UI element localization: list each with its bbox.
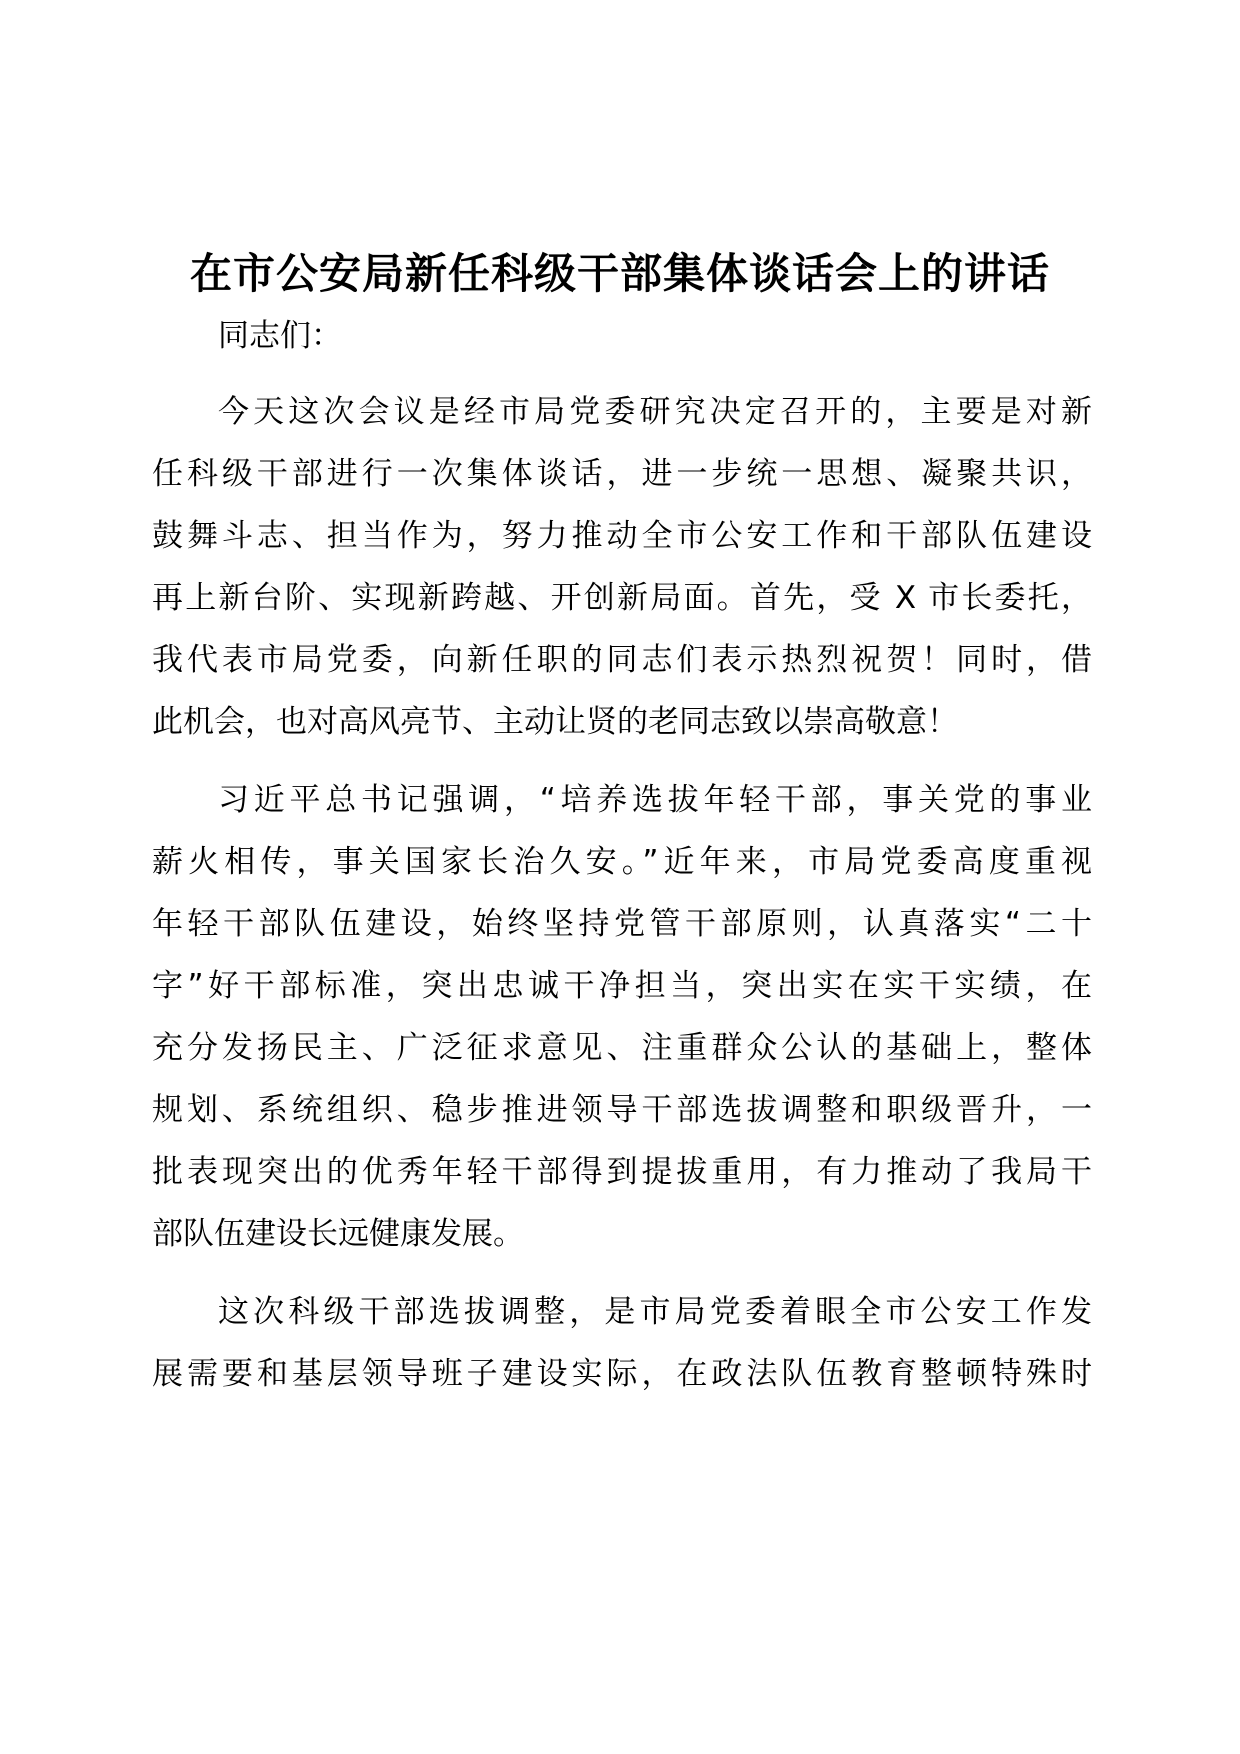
text-line: 薪火相传，事关国家长治久安。”近年来，市局党委高度重视 <box>152 844 1092 880</box>
text-line: 任科级干部进行一次集体谈话，进一步统一思想、凝聚共识， <box>152 456 1092 492</box>
text-line: 此机会，也对高风亮节、主动让贤的老同志致以崇高敬意！ <box>152 704 958 740</box>
text-line: 展需要和基层领导班子建设实际，在政法队伍教育整顿特殊时 <box>152 1356 1092 1392</box>
text-line: 规划、系统组织、稳步推进领导干部选拔调整和职级晋升，一 <box>152 1092 1092 1128</box>
text-line: 今天这次会议是经市局党委研究决定召开的，主要是对新 <box>218 394 1092 430</box>
text-line: 习近平总书记强调，“培养选拔年轻干部，事关党的事业 <box>218 782 1092 818</box>
text-line: 充分发扬民主、广泛征求意见、注重群众公认的基础上，整体 <box>152 1030 1092 1066</box>
text-line: 批表现突出的优秀年轻干部得到提拔重用，有力推动了我局干 <box>152 1154 1092 1190</box>
text-line: 年轻干部队伍建设，始终坚持党管干部原则，认真落实“二十 <box>152 906 1092 942</box>
text-line: 我代表市局党委，向新任职的同志们表示热烈祝贺！同时，借 <box>152 642 1092 678</box>
salutation: 同志们： <box>218 318 342 354</box>
text-line: 这次科级干部选拔调整，是市局党委着眼全市公安工作发 <box>218 1294 1092 1330</box>
text-line: 鼓舞斗志、担当作为，努力推动全市公安工作和干部队伍建设 <box>152 518 1092 554</box>
text-line: 字”好干部标准，突出忠诚干净担当，突出实在实干实绩，在 <box>152 968 1092 1004</box>
document-title: 在市公安局新任科级干部集体谈话会上的讲话 <box>189 249 1050 298</box>
text-line: 部队伍建设长远健康发展。 <box>152 1216 524 1252</box>
text-line: 再上新台阶、实现新跨越、开创新局面。首先，受 X 市长委托， <box>152 580 1092 616</box>
